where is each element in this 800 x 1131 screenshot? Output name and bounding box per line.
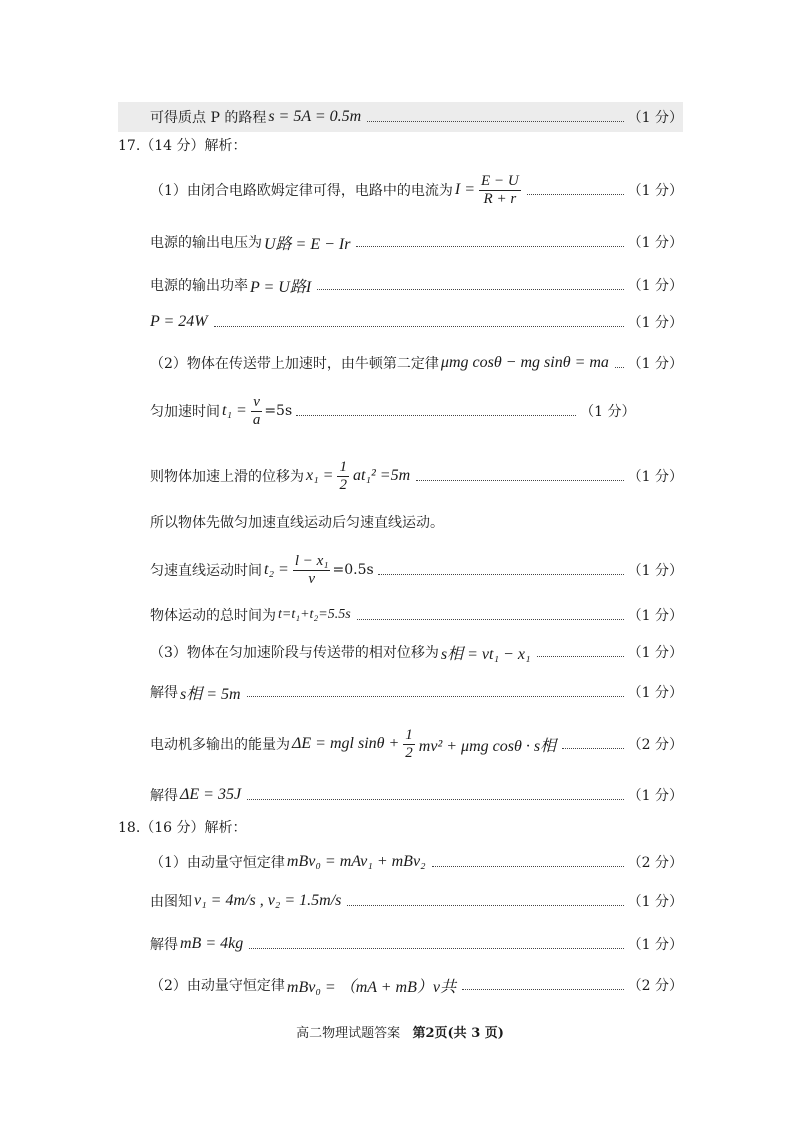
formula: x₁ = bbox=[306, 467, 334, 484]
score: （2 分） bbox=[627, 737, 683, 753]
line-text: （1）由闭合电路欧姆定律可得，电路中的电流为 bbox=[150, 183, 453, 199]
formula: P = 24W bbox=[150, 313, 208, 330]
line-text: 电源的输出电压为 bbox=[150, 235, 262, 251]
leader-dots bbox=[527, 193, 624, 195]
line-text: （1）由动量守恒定律 bbox=[150, 855, 285, 871]
page-footer bbox=[0, 1022, 800, 1041]
numerator: v bbox=[253, 394, 260, 410]
numerator: l − x₁ bbox=[294, 553, 329, 569]
leader-dots bbox=[214, 325, 624, 327]
answer-line-total-time bbox=[150, 600, 683, 630]
line-text: 电源的输出功率 bbox=[150, 278, 248, 294]
leader-dots bbox=[462, 988, 624, 990]
leader-dots bbox=[347, 904, 623, 906]
answer-line-current bbox=[150, 170, 683, 210]
leader-dots bbox=[296, 414, 576, 416]
denominator: v bbox=[308, 570, 315, 587]
fraction bbox=[403, 727, 415, 761]
score: （1 分） bbox=[580, 404, 636, 420]
fraction bbox=[251, 394, 263, 428]
line-text: 解得 bbox=[150, 685, 178, 701]
numerator: 1 bbox=[405, 727, 413, 743]
score: （2 分） bbox=[627, 855, 683, 871]
score: （1 分） bbox=[627, 110, 683, 126]
leader-dots bbox=[615, 366, 624, 368]
leader-dots bbox=[317, 288, 623, 290]
score: （1 分） bbox=[627, 356, 683, 372]
score: （1 分） bbox=[627, 608, 683, 624]
numerator: E − U bbox=[481, 173, 519, 189]
line-text: 所以物体先做匀加速直线运动后匀速直线运动。 bbox=[150, 515, 444, 531]
formula-tail: at₁² =5m bbox=[352, 467, 411, 484]
answer-line-velocities bbox=[150, 886, 683, 916]
line-text: 解得 bbox=[150, 788, 178, 804]
formula: μmg cosθ − mg sinθ = ma bbox=[440, 354, 609, 371]
formula: s相 = vt₁ − x₁ bbox=[440, 645, 531, 663]
answer-line-accel-time bbox=[150, 390, 683, 432]
formula: mBv₀ = （mA + mB）v共 bbox=[286, 978, 456, 996]
score: （1 分） bbox=[627, 315, 683, 331]
formula-tail: =5s bbox=[264, 403, 293, 419]
answer-line-relative-value bbox=[150, 677, 683, 707]
leader-dots bbox=[247, 695, 624, 697]
score: （1 分） bbox=[627, 183, 683, 199]
formula: I = bbox=[454, 181, 476, 198]
fraction bbox=[293, 553, 331, 587]
line-text: 由图知 bbox=[150, 894, 192, 910]
footer-page-number: 第2页(共 3 页) bbox=[412, 1026, 504, 1041]
answer-line-momentum bbox=[150, 847, 683, 877]
leader-dots bbox=[432, 865, 624, 867]
formula: s相 = 5m bbox=[180, 685, 241, 703]
line-text: （2）由动量守恒定律 bbox=[150, 978, 285, 994]
formula: P = U路I bbox=[250, 278, 312, 296]
question-17-heading: 17.（14 分）解析： bbox=[118, 138, 247, 154]
fraction bbox=[337, 459, 349, 493]
answer-line-power-value bbox=[150, 307, 683, 337]
score: （1 分） bbox=[627, 894, 683, 910]
denominator: R + r bbox=[483, 190, 517, 207]
answer-line-relative-disp bbox=[150, 637, 683, 667]
formula: v₁ = 4m/s , v₂ = 1.5m/s bbox=[194, 892, 342, 909]
line-text: 电动机多输出的能量为 bbox=[150, 737, 290, 753]
formula: t₂ = bbox=[264, 561, 289, 578]
leader-dots bbox=[247, 798, 624, 800]
score: （1 分） bbox=[627, 685, 683, 701]
leader-dots bbox=[378, 573, 624, 575]
formula: ΔE = 35J bbox=[180, 786, 242, 803]
denominator: 2 bbox=[405, 744, 413, 761]
formula: U路 = E − Ir bbox=[264, 235, 351, 253]
line-text: 物体运动的总时间为 bbox=[150, 608, 276, 624]
score: （1 分） bbox=[627, 563, 683, 579]
answer-line-newton bbox=[150, 348, 683, 378]
answer-line-mass bbox=[150, 929, 683, 959]
line-text: 可得质点 P 的路程 bbox=[150, 110, 267, 126]
score: （1 分） bbox=[627, 469, 683, 485]
line-text: （2）物体在传送带上加速时，由牛顿第二定律 bbox=[150, 356, 439, 372]
leader-dots bbox=[357, 618, 624, 620]
formula-tail: mv² + μmg cosθ · s相 bbox=[418, 737, 557, 755]
formula: t₁ = bbox=[222, 402, 247, 419]
formula: mB = 4kg bbox=[180, 935, 244, 952]
answer-line-displacement bbox=[150, 455, 683, 497]
leader-dots bbox=[416, 479, 624, 481]
footer-title: 高二物理试题答案 bbox=[296, 1026, 401, 1041]
formula: s = 5A = 0.5m bbox=[268, 108, 362, 125]
denominator: a bbox=[252, 411, 261, 428]
leader-dots bbox=[367, 120, 623, 122]
score: （1 分） bbox=[627, 645, 683, 661]
answer-line-momentum-2 bbox=[150, 970, 683, 1000]
answer-line-energy bbox=[150, 722, 683, 766]
score: （1 分） bbox=[627, 788, 683, 804]
formula: t=t₁+t₂=5.5s bbox=[278, 607, 351, 622]
leader-dots bbox=[562, 747, 624, 749]
line-text: 解得 bbox=[150, 937, 178, 953]
formula: mBv₀ = mAv₁ + mBv₂ bbox=[286, 853, 426, 870]
score: （1 分） bbox=[627, 278, 683, 294]
line-text: （3）物体在匀加速阶段与传送带的相对位移为 bbox=[150, 645, 439, 661]
numerator: 1 bbox=[339, 459, 347, 475]
answer-line-uniform-time bbox=[150, 549, 683, 591]
answer-line-power bbox=[150, 270, 683, 300]
leader-dots bbox=[356, 245, 623, 247]
score: （2 分） bbox=[627, 978, 683, 994]
score: （1 分） bbox=[627, 235, 683, 251]
question-18-heading: 18.（16 分）解析： bbox=[118, 820, 247, 836]
leader-dots bbox=[537, 655, 624, 657]
fraction bbox=[479, 173, 521, 207]
line-text: 匀加速时间 bbox=[150, 404, 220, 420]
line-text: 则物体加速上滑的位移为 bbox=[150, 469, 304, 485]
answer-line-path bbox=[118, 102, 683, 132]
score: （1 分） bbox=[627, 937, 683, 953]
formula: ΔE = mgl sinθ + bbox=[292, 735, 400, 752]
denominator: 2 bbox=[339, 476, 347, 493]
answer-line-voltage bbox=[150, 227, 683, 257]
formula-tail: =0.5s bbox=[332, 562, 374, 578]
leader-dots bbox=[249, 947, 623, 949]
answer-line-energy-value bbox=[150, 780, 683, 810]
answer-line-conclusion bbox=[150, 507, 683, 537]
line-text: 匀速直线运动时间 bbox=[150, 563, 262, 579]
